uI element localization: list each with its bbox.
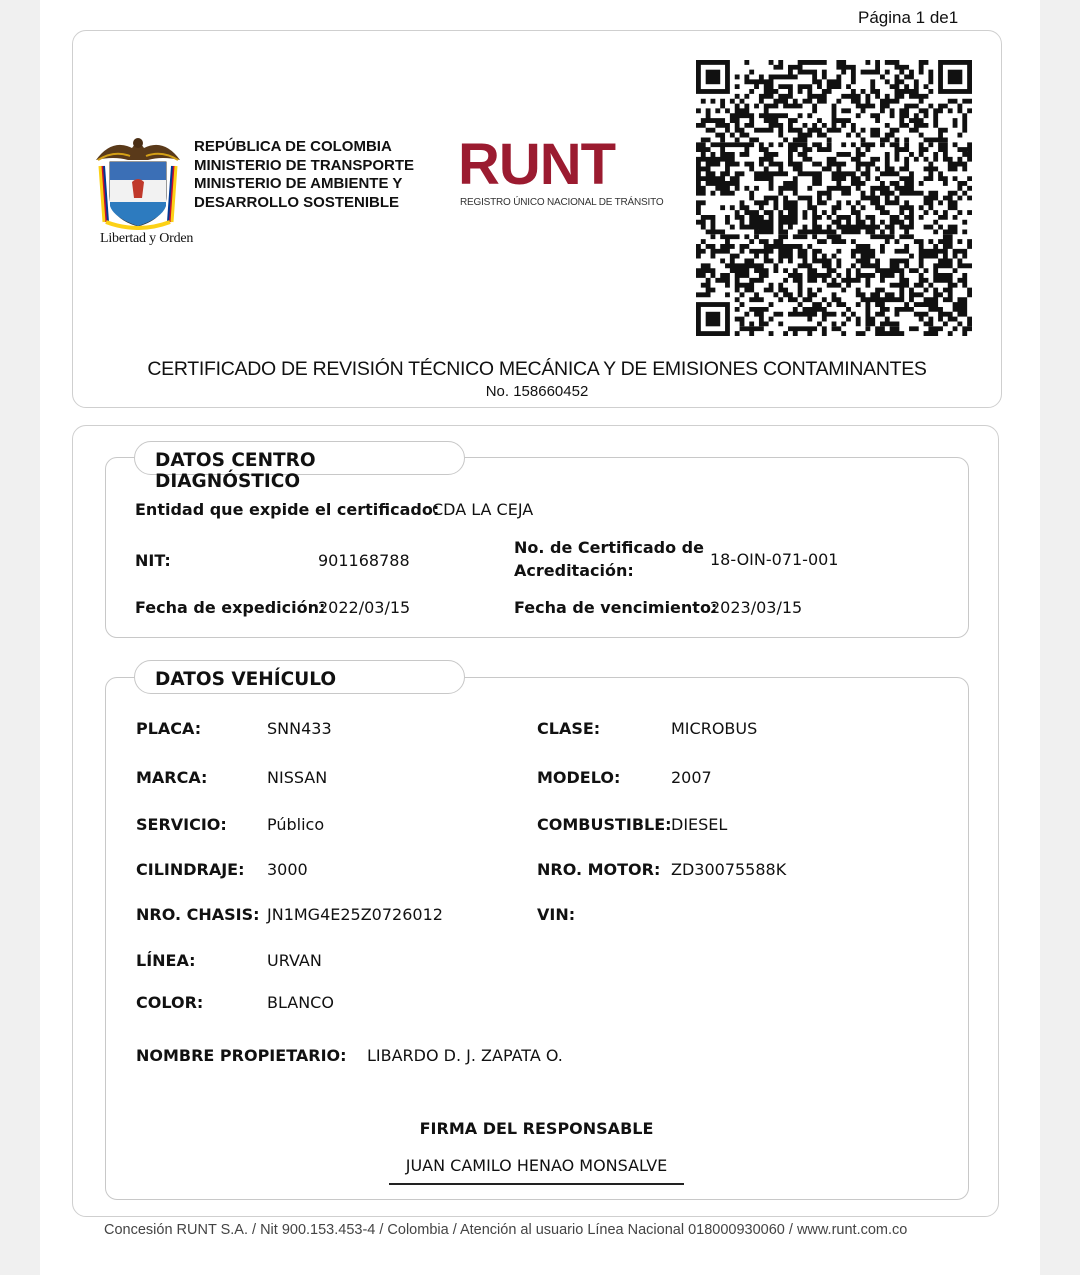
- runt-logo: RUNT: [458, 132, 616, 197]
- qr-modules: [696, 60, 972, 336]
- nit-label: NIT:: [135, 551, 171, 570]
- footer-text: Concesión RUNT S.A. / Nit 900.153.453-4 / Colombia / Atención al usuario Línea Nacional 018000930060 / www.runt.com.co: [104, 1222, 908, 1238]
- gov-line: MINISTERIO DE AMBIENTE Y: [194, 175, 403, 192]
- expedicion-label: Fecha de expedición:: [135, 598, 326, 617]
- acreditacion-value: 18-OIN-071-001: [710, 550, 839, 569]
- entidad-value: CDA LA CEJA: [432, 500, 534, 519]
- vencimiento-label: Fecha de vencimiento:: [514, 598, 718, 617]
- motor-label: NRO. MOTOR:: [537, 860, 661, 879]
- linea-value: URVAN: [267, 951, 322, 970]
- chasis-value: JN1MG4E25Z0726012: [267, 905, 443, 924]
- acreditacion-label-line: No. de Certificado de: [514, 538, 704, 557]
- certificate-number: No. 158660452: [485, 383, 589, 400]
- propietario-label: NOMBRE PROPIETARIO:: [136, 1046, 347, 1065]
- runt-logo-subtitle: REGISTRO ÚNICO NACIONAL DE TRÁNSITO: [460, 197, 664, 208]
- motor-value: ZD30075588K: [671, 860, 787, 879]
- entidad-label: Entidad que expide el certificado:: [135, 500, 440, 519]
- qr-finder-pattern: [696, 60, 730, 94]
- color-label: COLOR:: [136, 993, 204, 1012]
- coat-of-arms-icon: [92, 130, 184, 230]
- qr-finder-pattern: [938, 60, 972, 94]
- firma-name: JUAN CAMILO HENAO MONSALVE: [405, 1156, 668, 1175]
- acreditacion-label-line: Acreditación:: [514, 561, 634, 580]
- cilindraje-label: CILINDRAJE:: [136, 860, 245, 879]
- propietario-value: LIBARDO D. J. ZAPATA O.: [367, 1046, 563, 1065]
- centro-section-title: DATOS CENTRO DIAGNÓSTICO: [134, 441, 465, 475]
- color-value: BLANCO: [267, 993, 334, 1012]
- combustible-value: DIESEL: [671, 815, 728, 834]
- servicio-label: SERVICIO:: [136, 815, 227, 834]
- gov-line: REPÚBLICA DE COLOMBIA: [194, 138, 392, 155]
- marca-label: MARCA:: [136, 768, 208, 787]
- certificate-title: CERTIFICADO DE REVISIÓN TÉCNICO MECÁNICA Y DE EMISIONES CONTAMINANTES: [147, 358, 927, 380]
- clase-value: MICROBUS: [671, 719, 758, 738]
- nit-value: 901168788: [318, 551, 410, 570]
- clase-label: CLASE:: [537, 719, 601, 738]
- linea-label: LÍNEA:: [136, 951, 196, 970]
- modelo-label: MODELO:: [537, 768, 621, 787]
- page-number: Página 1 de1: [858, 8, 959, 27]
- combustible-label: COMBUSTIBLE:: [537, 815, 672, 834]
- marca-value: NISSAN: [267, 768, 328, 787]
- placa-label: PLACA:: [136, 719, 202, 738]
- vin-label: VIN:: [537, 905, 576, 924]
- signature-line: [389, 1183, 684, 1185]
- qr-finder-pattern: [696, 302, 730, 336]
- expedicion-value: 2022/03/15: [318, 598, 411, 617]
- firma-label: FIRMA DEL RESPONSABLE: [419, 1119, 654, 1138]
- gov-line: MINISTERIO DE TRANSPORTE: [194, 156, 415, 174]
- servicio-value: Público: [267, 815, 325, 834]
- acreditacion-label: [514, 536, 704, 582]
- vencimiento-value: 2023/03/15: [710, 598, 803, 617]
- cilindraje-value: 3000: [267, 860, 308, 879]
- placa-value: SNN433: [267, 719, 332, 738]
- coat-motto: Libertad y Orden: [100, 231, 194, 246]
- modelo-value: 2007: [671, 768, 712, 787]
- government-block: [194, 138, 414, 212]
- qr-code-icon: [696, 60, 972, 336]
- gov-line: DESARROLLO SOSTENIBLE: [194, 193, 400, 211]
- vehiculo-section-title: DATOS VEHÍCULO: [134, 660, 465, 694]
- chasis-label: NRO. CHASIS:: [136, 905, 260, 924]
